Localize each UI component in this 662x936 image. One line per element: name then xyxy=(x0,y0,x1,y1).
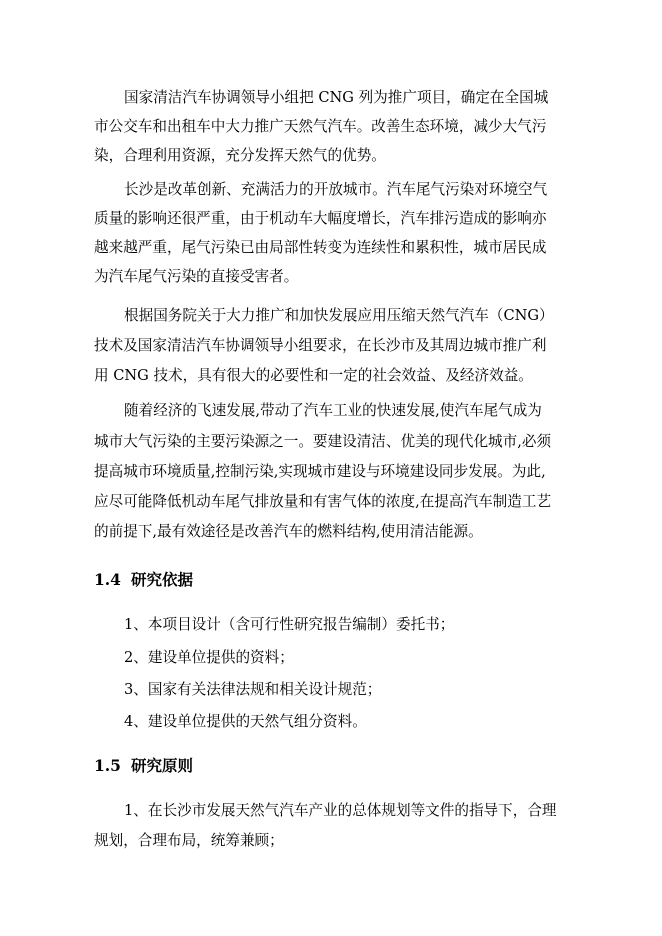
list-item: 1、本项目设计（含可行性研究报告编制）委托书； xyxy=(124,616,455,633)
paragraph-line: 随着经济的飞速发展,带动了汽车工业的快速发展,使汽车尾气成为 xyxy=(124,402,542,419)
list-item-line: 1、在长沙市发展天然气汽车产业的总体规划等文件的指导下，合理 xyxy=(124,802,557,819)
paragraph-line: 国家清洁汽车协调领导小组把 CNG 列为推广项目，确定在全国城 xyxy=(124,89,549,106)
paragraph-line: 城市大气污染的主要污染源之一。要建设清洁、优美的现代化城市,必须 xyxy=(94,433,552,450)
list-item: 4、建设单位提供的天然气组分资料。 xyxy=(124,713,367,730)
paragraph-line: 质量的影响还很严重，由于机动车大幅度增长，汽车排污造成的影响亦 xyxy=(94,210,547,227)
paragraph-line: 染，合理利用资源，充分发挥天然气的优势。 xyxy=(94,147,386,164)
section-number: 1.5 xyxy=(94,756,121,775)
section-title: 研究原则 xyxy=(130,756,193,775)
section-heading-research-basis xyxy=(94,569,193,591)
paragraph-line: 应尽可能降低机动车尾气排放量和有害气体的浓度,在提高汽车制造工艺 xyxy=(94,493,552,510)
list-item: 3、国家有关法律法规和相关设计规范； xyxy=(124,681,382,698)
paragraph-line: 越来越严重，尾气污染已由局部性转变为连续性和累积性，城市居民成 xyxy=(94,239,547,256)
section-title: 研究依据 xyxy=(130,570,193,589)
paragraph-line: 技术及国家清洁汽车协调领导小组要求，在长沙市及其周边城市推广利 xyxy=(94,337,547,354)
paragraph-line: 用 CNG 技术，具有很大的必要性和一定的社会效益、及经济效益。 xyxy=(94,367,533,384)
paragraph-line: 的前提下,最有效途径是改善汽车的燃料结构,使用清洁能源。 xyxy=(94,523,483,540)
list-item: 2、建设单位提供的资料； xyxy=(124,649,294,666)
paragraph-line: 提高城市环境质量,控制污染,实现城市建设与环境建设同步发展。为此, xyxy=(94,463,546,480)
section-number: 1.4 xyxy=(94,570,121,589)
paragraph-line: 根据国务院关于大力推广和加快发展应用压缩天然气汽车（CNG） xyxy=(124,307,554,324)
paragraph-line: 为汽车尾气污染的直接受害者。 xyxy=(94,268,299,285)
paragraph-line: 长沙是改革创新、充满活力的开放城市。汽车尾气污染对环境空气 xyxy=(124,181,548,198)
paragraph-line: 市公交车和出租车中大力推广天然气汽车。改善生态环境，减少大气污 xyxy=(94,118,547,135)
list-item-line: 规划，合理布局，统筹兼顾； xyxy=(94,832,284,849)
section-heading-research-principles xyxy=(94,755,193,777)
